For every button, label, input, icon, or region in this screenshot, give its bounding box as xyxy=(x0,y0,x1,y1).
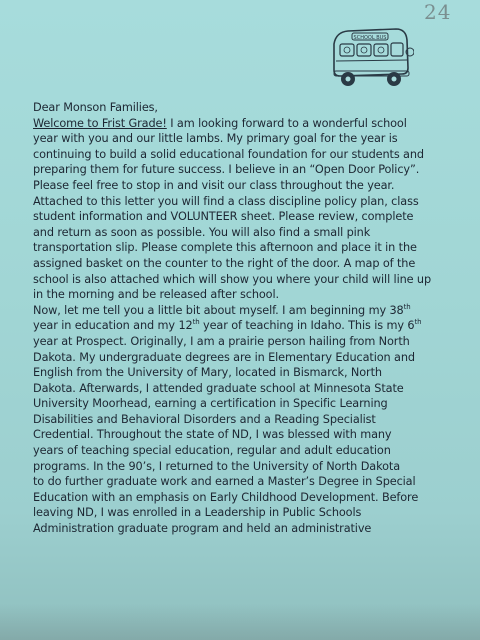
letter-line xyxy=(33,162,473,178)
letter-text: Attached to this letter you will find a class discipline policy plan, class xyxy=(33,194,419,208)
welcome-heading: Welcome to Frist Grade! xyxy=(33,116,167,130)
letter-line xyxy=(33,365,473,381)
ordinal-suffix: th xyxy=(403,302,411,311)
letter-text: Administration graduate program and held an administrative xyxy=(33,522,372,536)
letter-line xyxy=(33,178,473,194)
page-number: 24 xyxy=(424,0,452,24)
letter-line xyxy=(33,116,473,132)
letter-text: Dakota. Afterwards, I attended graduate school at Minnesota State xyxy=(33,381,404,395)
letter-text: University Moorhead, earning a certification in Specific Learning xyxy=(33,397,388,411)
letter-text: student information and VOLUNTEER sheet. Please review, complete xyxy=(33,210,414,224)
letter-text: Please feel free to stop in and visit our class throughout the year. xyxy=(33,178,395,192)
letter-line xyxy=(33,272,473,288)
letter-line xyxy=(33,381,473,397)
letter-text: to do further graduate work and earned a Master’s Degree in Special xyxy=(33,475,416,489)
letter-text: transportation slip. Please complete this afternoon and place it in the xyxy=(33,241,417,255)
letter-line xyxy=(33,427,473,443)
letter-line xyxy=(33,521,473,537)
letter-line xyxy=(33,443,473,459)
letter-text: and return as soon as possible. You will also find a small pink xyxy=(33,225,371,239)
letter-text: I am looking forward to a wonderful school xyxy=(166,116,407,130)
letter-line xyxy=(33,131,473,147)
letter-line xyxy=(33,396,473,412)
letter-text: preparing them for future success. I believe in an “Open Door Policy”. xyxy=(33,163,420,177)
letter-body xyxy=(33,100,473,537)
ordinal-suffix: th xyxy=(414,318,422,327)
letter-text: year of teaching in Idaho. This is my 6 xyxy=(199,319,415,333)
letter-text: English from the University of Mary, located in Bismarck, North xyxy=(33,366,382,380)
letter-line xyxy=(33,303,473,319)
letter-line xyxy=(33,505,473,521)
letter-line xyxy=(33,459,473,475)
letter-line xyxy=(33,412,473,428)
bus-sign-text: SCHOOL BUS xyxy=(353,35,387,41)
letter-line xyxy=(33,334,473,350)
letter-text: Credential. Throughout the state of ND, I was blessed with many xyxy=(33,428,392,442)
letter-line xyxy=(33,194,473,210)
letter-greeting: Dear Monson Families, xyxy=(33,101,158,114)
page-shadow xyxy=(0,604,480,640)
letter-line xyxy=(33,225,473,241)
letter-line xyxy=(33,318,473,334)
letter-text: Education with an emphasis on Early Childhood Development. Before xyxy=(33,490,419,504)
letter-text: school is also attached which will show you where your child will line up xyxy=(33,272,432,286)
letter-text: Now, let me tell you a little bit about myself. I am beginning my 38 xyxy=(33,303,404,317)
letter-text: Disabilities and Behavioral Disorders and a Reading Specialist xyxy=(33,412,376,426)
letter-text: year in education and my 12 xyxy=(33,319,193,333)
letter-line xyxy=(33,147,473,163)
letter-text: assigned basket on the counter to the right of the door. A map of the xyxy=(33,256,416,270)
letter-line xyxy=(33,209,473,225)
letter-line xyxy=(33,474,473,490)
letter-line xyxy=(33,490,473,506)
letter-text: year with you and our little lambs. My primary goal for the year is xyxy=(33,132,398,146)
letter-line xyxy=(33,287,473,303)
letter-line xyxy=(33,350,473,366)
letter-line xyxy=(33,240,473,256)
letter-paragraphs xyxy=(33,116,473,537)
ordinal-suffix: th xyxy=(192,318,200,327)
letter-text: Dakota. My undergraduate degrees are in Elementary Education and xyxy=(33,350,415,364)
letter-line xyxy=(33,256,473,272)
letter-text: year at Prospect. Originally, I am a prairie person hailing from North xyxy=(33,334,410,348)
letter-text: years of teaching special education, regular and adult education xyxy=(33,444,391,458)
letter-text: programs. In the 90’s, I returned to the University of North Dakota xyxy=(33,459,401,473)
letter-text: in the morning and be released after school. xyxy=(33,288,279,302)
letter-text: leaving ND, I was enrolled in a Leadership in Public Schools xyxy=(33,506,362,520)
school-bus-icon xyxy=(326,22,414,92)
letter-text: continuing to build a solid educational foundation for our students and xyxy=(33,147,424,161)
